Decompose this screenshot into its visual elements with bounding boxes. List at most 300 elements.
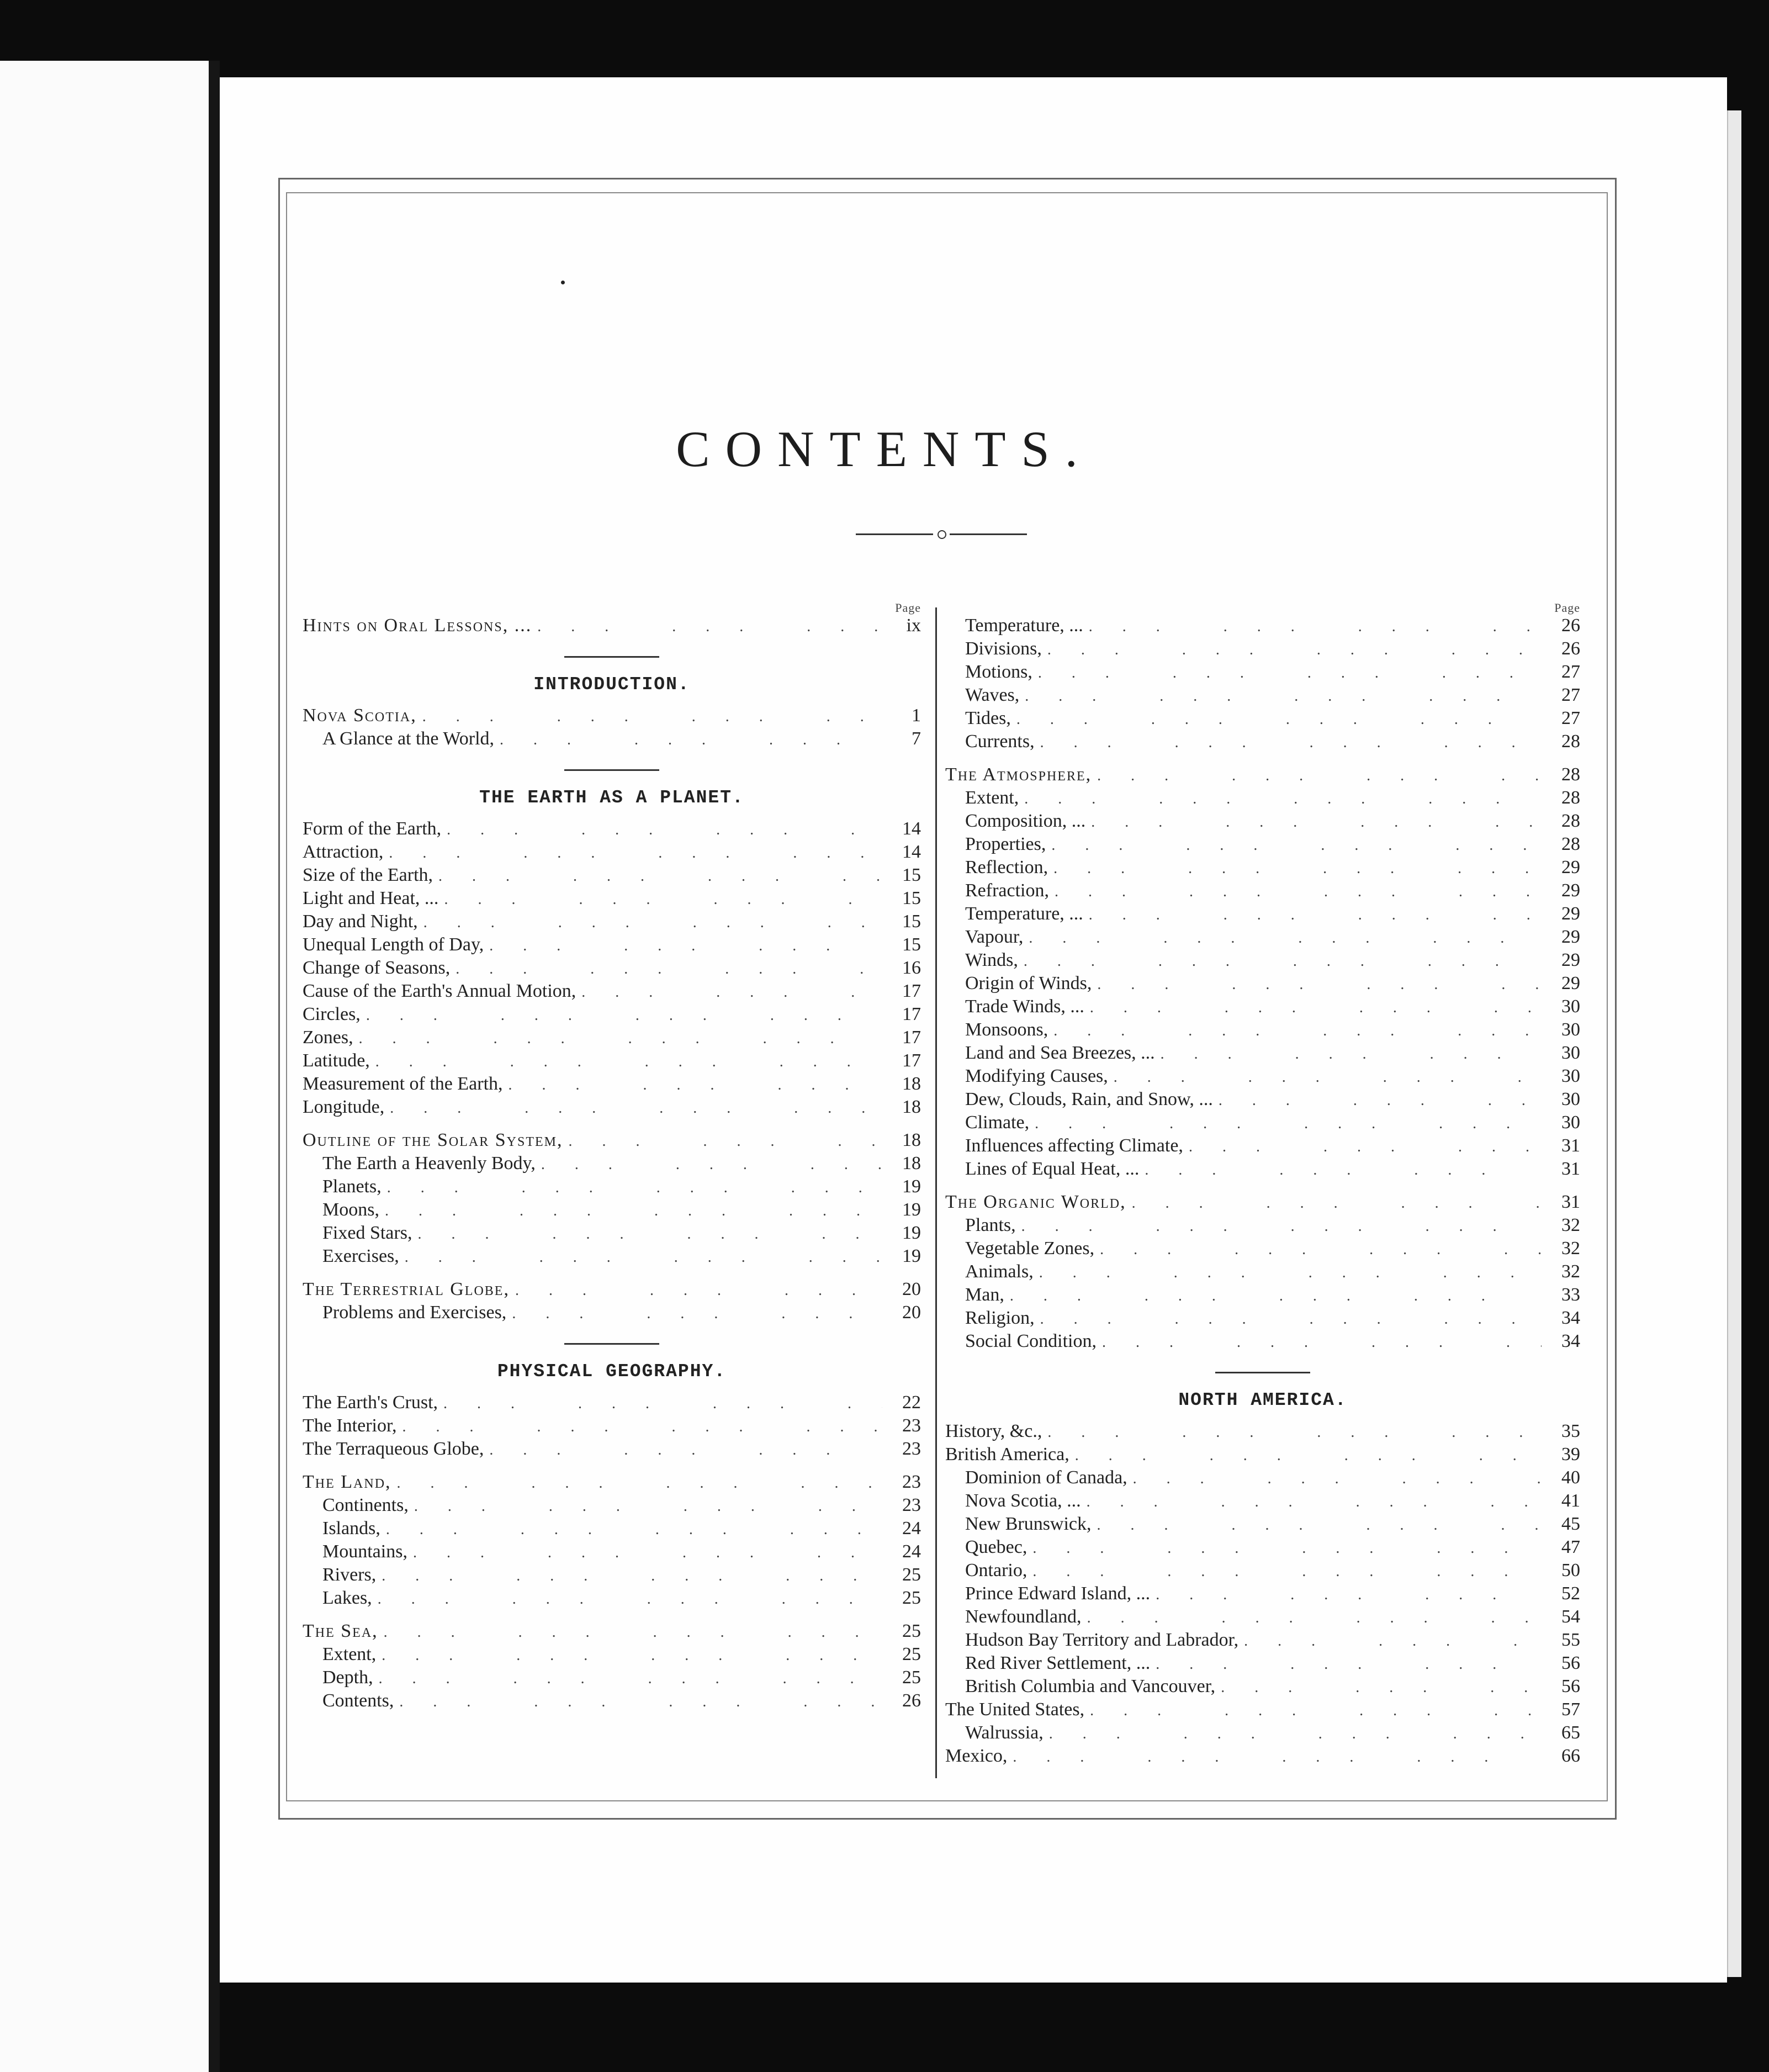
leader-dots xyxy=(1189,1135,1542,1159)
toc-entry-label: Dominion of Canada, xyxy=(965,1467,1127,1488)
toc-entry xyxy=(303,1175,921,1198)
toc-entry-page: 15 xyxy=(902,911,921,932)
toc-entry-page: 17 xyxy=(902,981,921,1001)
leader-dots xyxy=(1013,1746,1542,1769)
leader-dots xyxy=(1040,731,1542,754)
toc-entry-page: 14 xyxy=(902,818,921,839)
toc-entry-page: 24 xyxy=(902,1518,921,1539)
toc-entry-page: 28 xyxy=(1561,731,1580,752)
toc-entry xyxy=(303,614,921,637)
toc-entry-page: 25 xyxy=(902,1644,921,1664)
leader-dots xyxy=(1145,1159,1542,1182)
toc-entry-page: 30 xyxy=(1561,1019,1580,1040)
toc-entry-label: History, &c., xyxy=(945,1421,1042,1441)
leader-dots xyxy=(1097,764,1542,787)
toc-entry-label: Currents, xyxy=(965,731,1035,752)
toc-entry xyxy=(945,1605,1580,1629)
toc-entry-label: Refraction, xyxy=(965,880,1049,901)
toc-entry-page: 30 xyxy=(1561,996,1580,1017)
leader-dots xyxy=(1055,880,1542,903)
toc-entry-label: Extent, xyxy=(965,787,1019,808)
toc-entry-page: 27 xyxy=(1561,662,1580,682)
toc-entry-page: 23 xyxy=(902,1415,921,1436)
toc-entry xyxy=(303,1026,921,1049)
leader-dots xyxy=(413,1541,882,1564)
section-heading: NORTH AMERICA. xyxy=(1178,1390,1347,1410)
leader-dots xyxy=(1097,973,1542,996)
toc-entry xyxy=(303,1563,921,1587)
toc-entry xyxy=(303,1198,921,1222)
toc-entry xyxy=(945,810,1580,833)
toc-entry-label: A Glance at the World, xyxy=(322,728,495,749)
toc-entry xyxy=(303,1072,921,1096)
toc-entry-label: Fixed Stars, xyxy=(322,1223,412,1243)
toc-entry-page: 50 xyxy=(1561,1560,1580,1581)
leader-dots xyxy=(1047,1421,1542,1444)
leader-dots xyxy=(1032,1560,1542,1583)
toc-entry xyxy=(945,1652,1580,1675)
page-title: CONTENTS. xyxy=(676,421,1093,477)
toc-entry-page: 17 xyxy=(902,1004,921,1024)
toc-entry xyxy=(945,1191,1580,1214)
toc-entry-page: 15 xyxy=(902,934,921,955)
leader-dots xyxy=(1100,1238,1542,1261)
toc-entry xyxy=(945,1466,1580,1489)
leader-dots xyxy=(1091,811,1542,834)
toc-entry-page: 18 xyxy=(902,1130,921,1150)
toc-entry-label: The Interior, xyxy=(303,1415,397,1436)
leader-dots xyxy=(385,1199,882,1223)
section-rule xyxy=(564,769,659,771)
toc-entry-label: Attraction, xyxy=(303,842,384,862)
toc-entry-page: 45 xyxy=(1561,1514,1580,1534)
toc-entry xyxy=(303,887,921,910)
section-heading: PHYSICAL GEOGRAPHY. xyxy=(497,1361,727,1382)
toc-entry xyxy=(303,841,921,864)
toc-entry xyxy=(303,704,921,727)
leader-dots xyxy=(489,1439,882,1462)
toc-entry-label: Hudson Bay Territory and Labrador, xyxy=(965,1630,1239,1650)
toc-entry-page: 34 xyxy=(1561,1331,1580,1351)
leader-dots xyxy=(1021,1215,1542,1238)
toc-entry-label: Form of the Earth, xyxy=(303,818,442,839)
leader-dots xyxy=(405,1246,882,1269)
contents-right-column xyxy=(945,601,1580,1768)
toc-entry-page: 56 xyxy=(1561,1676,1580,1696)
toc-entry-label: Nova Scotia, ... xyxy=(965,1490,1081,1511)
toc-entry-label: Outline of the Solar System, xyxy=(303,1130,563,1150)
toc-entry-label: The Terrestrial Globe, xyxy=(303,1279,510,1299)
toc-entry-label: Monsoons, xyxy=(965,1019,1048,1040)
leader-dots xyxy=(1075,1444,1542,1467)
leader-dots xyxy=(423,911,882,934)
toc-entry-label: Tides, xyxy=(965,708,1011,728)
leader-dots xyxy=(1114,1066,1542,1089)
toc-entry-page: 56 xyxy=(1561,1653,1580,1673)
toc-entry-label: Red River Settlement, ... xyxy=(965,1653,1151,1673)
section-rule xyxy=(564,1343,659,1345)
leader-dots xyxy=(1025,685,1542,708)
toc-entry-page: 23 xyxy=(902,1472,921,1492)
column-divider xyxy=(935,607,937,1778)
toc-entry-label: Temperature, ... xyxy=(965,903,1083,924)
toc-entry xyxy=(945,833,1580,856)
leader-dots xyxy=(378,1588,882,1611)
toc-entry-label: Planets, xyxy=(322,1176,382,1197)
leader-dots xyxy=(1051,834,1542,857)
leader-dots xyxy=(1024,950,1542,973)
toc-entry-label: Climate, xyxy=(965,1112,1030,1133)
toc-entry xyxy=(303,1494,921,1517)
toc-entry-label: Waves, xyxy=(965,685,1020,705)
leader-dots xyxy=(1024,787,1542,811)
toc-entry-page: 65 xyxy=(1561,1722,1580,1743)
toc-entry-page: 34 xyxy=(1561,1308,1580,1328)
leader-dots xyxy=(366,1004,882,1027)
toc-entry xyxy=(303,817,921,841)
leader-dots xyxy=(359,1027,882,1050)
toc-entry-page: 57 xyxy=(1561,1699,1580,1720)
toc-entry-label: The Atmosphere, xyxy=(945,764,1092,785)
toc-entry xyxy=(945,1330,1580,1353)
leader-dots xyxy=(489,934,882,958)
toc-entry-label: Continents, xyxy=(322,1495,409,1515)
toc-entry xyxy=(945,614,1580,637)
section-heading: INTRODUCTION. xyxy=(533,674,690,695)
toc-entry xyxy=(945,786,1580,810)
toc-entry xyxy=(303,980,921,1003)
toc-entry xyxy=(303,1129,921,1152)
toc-entry-label: The Land, xyxy=(303,1472,391,1492)
toc-entry-label: The United States, xyxy=(945,1699,1085,1720)
toc-entry-page: 47 xyxy=(1561,1537,1580,1557)
leader-dots xyxy=(512,1302,882,1325)
title-ornament xyxy=(856,530,1027,539)
toc-entry-label: Vegetable Zones, xyxy=(965,1238,1095,1259)
toc-entry-page: 29 xyxy=(1561,857,1580,878)
toc-entry-page: 28 xyxy=(1561,764,1580,785)
section-rule xyxy=(1215,1372,1310,1373)
toc-entry xyxy=(303,1003,921,1026)
toc-entry-label: Temperature, ... xyxy=(965,615,1083,636)
toc-entry-page: 19 xyxy=(902,1246,921,1266)
toc-entry xyxy=(945,1675,1580,1698)
toc-entry xyxy=(945,1745,1580,1768)
leader-dots xyxy=(1156,1583,1542,1606)
toc-entry-label: Properties, xyxy=(965,834,1046,854)
leader-dots xyxy=(443,1392,882,1415)
leader-dots xyxy=(1038,662,1542,685)
toc-entry-page: 28 xyxy=(1561,787,1580,808)
leader-dots xyxy=(375,1050,882,1074)
toc-entry-label: Contents, xyxy=(322,1690,394,1711)
toc-entry-page: 17 xyxy=(902,1050,921,1071)
toc-entry-label: Vapour, xyxy=(965,927,1024,947)
toc-entry xyxy=(303,1152,921,1175)
toc-entry-label: Change of Seasons, xyxy=(303,958,451,978)
leader-dots xyxy=(1090,1699,1542,1722)
leader-dots xyxy=(1156,1653,1542,1676)
leader-dots xyxy=(399,1690,882,1714)
toc-entry-label: Zones, xyxy=(303,1027,353,1048)
toc-entry-page: 30 xyxy=(1561,1066,1580,1086)
toc-entry xyxy=(303,1517,921,1540)
toc-entry xyxy=(945,1088,1580,1111)
toc-entry-label: Influences affecting Climate, xyxy=(965,1135,1183,1156)
leader-dots xyxy=(1049,1722,1542,1746)
leader-dots xyxy=(569,1130,882,1153)
toc-entry-page: 7 xyxy=(912,728,921,749)
toc-entry-page: 27 xyxy=(1561,685,1580,705)
toc-entry-label: Nova Scotia, xyxy=(303,705,417,726)
toc-entry-label: Prince Edward Island, ... xyxy=(965,1583,1151,1604)
toc-entry-label: Ontario, xyxy=(965,1560,1027,1581)
toc-entry-label: British Columbia and Vancouver, xyxy=(965,1676,1216,1696)
toc-entry-label: Circles, xyxy=(303,1004,361,1024)
toc-entry xyxy=(945,856,1580,879)
toc-entry-page: 25 xyxy=(902,1588,921,1608)
leader-dots xyxy=(382,1644,882,1667)
leader-dots xyxy=(500,728,882,752)
toc-entry xyxy=(303,1391,921,1414)
leader-dots xyxy=(397,1472,882,1495)
toc-entry-page: 19 xyxy=(902,1176,921,1197)
toc-entry xyxy=(945,1721,1580,1745)
leader-dots xyxy=(1047,638,1542,662)
toc-entry xyxy=(945,1018,1580,1042)
toc-entry xyxy=(303,1049,921,1072)
toc-entry-label: Walrussia, xyxy=(965,1722,1044,1743)
toc-entry-label: Lakes, xyxy=(322,1588,372,1608)
toc-entry-page: 39 xyxy=(1561,1444,1580,1465)
toc-entry-label: Land and Sea Breezes, ... xyxy=(965,1043,1155,1063)
leader-dots xyxy=(444,888,882,911)
toc-entry-page: 26 xyxy=(1561,615,1580,636)
leader-dots xyxy=(1010,1285,1542,1308)
contents-left-column xyxy=(303,601,921,1712)
toc-entry-page: 29 xyxy=(1561,950,1580,970)
leader-dots xyxy=(1087,1606,1542,1630)
leader-dots xyxy=(422,705,882,728)
toc-entry-label: Longitude, xyxy=(303,1097,385,1117)
toc-entry-page: 20 xyxy=(902,1279,921,1299)
toc-entry-label: The Organic World, xyxy=(945,1192,1126,1212)
toc-entry-page: 19 xyxy=(902,1199,921,1220)
toc-entry-label: Measurement of the Earth, xyxy=(303,1074,503,1094)
toc-entry xyxy=(945,972,1580,995)
toc-entry xyxy=(945,1214,1580,1237)
leader-dots xyxy=(417,1223,882,1246)
toc-entry-page: 32 xyxy=(1561,1215,1580,1235)
toc-entry-page: 30 xyxy=(1561,1112,1580,1133)
toc-entry xyxy=(945,730,1580,753)
toc-entry-page: 15 xyxy=(902,865,921,885)
leader-dots xyxy=(1244,1630,1542,1653)
toc-entry-label: Reflection, xyxy=(965,857,1048,878)
toc-entry-page: 18 xyxy=(902,1097,921,1117)
leader-dots xyxy=(1039,1261,1542,1285)
page-edge xyxy=(1727,110,1741,1977)
toc-entry xyxy=(303,1643,921,1666)
leader-dots xyxy=(581,981,882,1004)
toc-entry-label: Size of the Earth, xyxy=(303,865,433,885)
page-column-label: Page xyxy=(895,601,921,615)
toc-entry-page: 23 xyxy=(902,1495,921,1515)
toc-entry-label: Plants, xyxy=(965,1215,1016,1235)
toc-entry xyxy=(303,956,921,980)
toc-entry-label: Dew, Clouds, Rain, and Snow, ... xyxy=(965,1089,1213,1109)
toc-entry-page: 25 xyxy=(902,1564,921,1585)
leader-dots xyxy=(1032,1537,1542,1560)
toc-entry xyxy=(945,1065,1580,1088)
toc-entry xyxy=(303,864,921,887)
leader-dots xyxy=(1090,996,1542,1019)
toc-entry-page: 17 xyxy=(902,1027,921,1048)
toc-entry-page: 54 xyxy=(1561,1606,1580,1627)
leader-dots xyxy=(509,1074,882,1097)
toc-entry-page: 35 xyxy=(1561,1421,1580,1441)
toc-entry-page: 18 xyxy=(902,1074,921,1094)
toc-entry xyxy=(945,660,1580,684)
toc-entry xyxy=(303,1587,921,1610)
toc-entry-label: Hints on Oral Lessons, ... xyxy=(303,615,532,636)
toc-entry xyxy=(945,926,1580,949)
leader-dots xyxy=(541,1153,882,1176)
leader-dots xyxy=(1221,1676,1542,1699)
toc-entry xyxy=(303,1278,921,1301)
toc-entry xyxy=(945,902,1580,926)
leader-dots xyxy=(1053,857,1542,880)
toc-entry xyxy=(945,995,1580,1018)
toc-entry-page: ix xyxy=(906,615,921,636)
leader-dots xyxy=(438,865,882,888)
leader-dots xyxy=(447,818,882,842)
toc-entry-label: The Earth's Crust, xyxy=(303,1392,438,1413)
toc-entry xyxy=(303,910,921,933)
section-heading: THE EARTH AS A PLANET. xyxy=(479,787,744,808)
toc-entry-page: 32 xyxy=(1561,1261,1580,1282)
toc-entry xyxy=(303,933,921,956)
leader-dots xyxy=(1029,927,1542,950)
toc-entry-page: 23 xyxy=(902,1439,921,1459)
leader-dots xyxy=(1219,1089,1542,1112)
toc-entry-page: 52 xyxy=(1561,1583,1580,1604)
toc-entry-label: Man, xyxy=(965,1285,1004,1305)
leader-dots xyxy=(456,958,882,981)
toc-entry xyxy=(303,1471,921,1494)
toc-entry-label: Winds, xyxy=(965,950,1018,970)
toc-entry-page: 31 xyxy=(1561,1192,1580,1212)
toc-entry-label: Depth, xyxy=(322,1667,373,1688)
leader-dots xyxy=(1016,708,1542,731)
toc-entry-page: 25 xyxy=(902,1667,921,1688)
toc-entry-page: 28 xyxy=(1561,811,1580,831)
toc-entry-page: 28 xyxy=(1561,834,1580,854)
toc-entry-label: The Sea, xyxy=(303,1621,378,1641)
toc-entry xyxy=(945,1420,1580,1443)
toc-entry-page: 15 xyxy=(902,888,921,908)
toc-entry-page: 32 xyxy=(1561,1238,1580,1259)
toc-entry-label: Latitude, xyxy=(303,1050,370,1071)
toc-entry xyxy=(945,1513,1580,1536)
toc-entry-label: The Earth a Heavenly Body, xyxy=(322,1153,536,1174)
toc-entry xyxy=(303,1620,921,1643)
toc-entry-page: 19 xyxy=(902,1223,921,1243)
toc-entry xyxy=(303,1689,921,1712)
page-column-label: Page xyxy=(1554,601,1580,615)
toc-entry-label: New Brunswick, xyxy=(965,1514,1092,1534)
toc-entry xyxy=(303,1437,921,1461)
toc-entry xyxy=(945,1443,1580,1466)
toc-entry-page: 29 xyxy=(1561,880,1580,901)
toc-entry xyxy=(303,1414,921,1437)
toc-entry xyxy=(945,684,1580,707)
leader-dots xyxy=(1132,1192,1542,1215)
toc-entry-label: Divisions, xyxy=(965,638,1042,659)
toc-entry-page: 55 xyxy=(1561,1630,1580,1650)
leader-dots xyxy=(389,842,882,865)
toc-entry-page: 26 xyxy=(902,1690,921,1711)
leader-dots xyxy=(386,1518,882,1541)
toc-entry-label: Islands, xyxy=(322,1518,380,1539)
leader-dots xyxy=(1089,615,1542,638)
toc-entry xyxy=(945,1489,1580,1513)
book-gutter xyxy=(209,61,220,2072)
toc-entry-page: 31 xyxy=(1561,1159,1580,1179)
toc-entry-label: Problems and Exercises, xyxy=(322,1302,507,1323)
toc-entry xyxy=(945,1536,1580,1559)
toc-entry-label: Modifying Causes, xyxy=(965,1066,1108,1086)
toc-entry-label: Composition, ... xyxy=(965,811,1086,831)
toc-entry xyxy=(945,879,1580,902)
toc-entry xyxy=(945,1307,1580,1330)
leader-dots xyxy=(1097,1514,1542,1537)
toc-entry xyxy=(303,1096,921,1119)
leader-dots xyxy=(379,1667,882,1690)
leader-dots xyxy=(1102,1331,1542,1354)
toc-entry xyxy=(945,1559,1580,1582)
toc-entry-page: 14 xyxy=(902,842,921,862)
leader-dots xyxy=(387,1176,882,1199)
toc-entry-page: 29 xyxy=(1561,927,1580,947)
toc-entry-page: 41 xyxy=(1561,1490,1580,1511)
toc-entry-label: Social Condition, xyxy=(965,1331,1097,1351)
toc-entry xyxy=(945,1157,1580,1181)
toc-entry-label: British America, xyxy=(945,1444,1069,1465)
toc-entry-page: 24 xyxy=(902,1541,921,1562)
toc-entry xyxy=(945,1237,1580,1260)
leader-dots xyxy=(384,1621,882,1644)
leader-dots xyxy=(515,1279,882,1302)
toc-entry xyxy=(303,1245,921,1268)
toc-entry-page: 29 xyxy=(1561,973,1580,993)
toc-entry-page: 66 xyxy=(1561,1746,1580,1766)
toc-entry-page: 1 xyxy=(912,705,921,726)
leader-dots xyxy=(537,615,882,638)
toc-entry xyxy=(945,1698,1580,1721)
toc-entry-label: Day and Night, xyxy=(303,911,418,932)
toc-entry xyxy=(945,1134,1580,1157)
toc-entry-label: Mountains, xyxy=(322,1541,407,1562)
leader-dots xyxy=(414,1495,882,1518)
ink-speck xyxy=(561,281,565,284)
toc-entry xyxy=(945,637,1580,660)
toc-entry-page: 18 xyxy=(902,1153,921,1174)
toc-entry-page: 16 xyxy=(902,958,921,978)
leader-dots xyxy=(402,1415,882,1439)
toc-entry xyxy=(303,1666,921,1689)
toc-entry-page: 20 xyxy=(902,1302,921,1323)
